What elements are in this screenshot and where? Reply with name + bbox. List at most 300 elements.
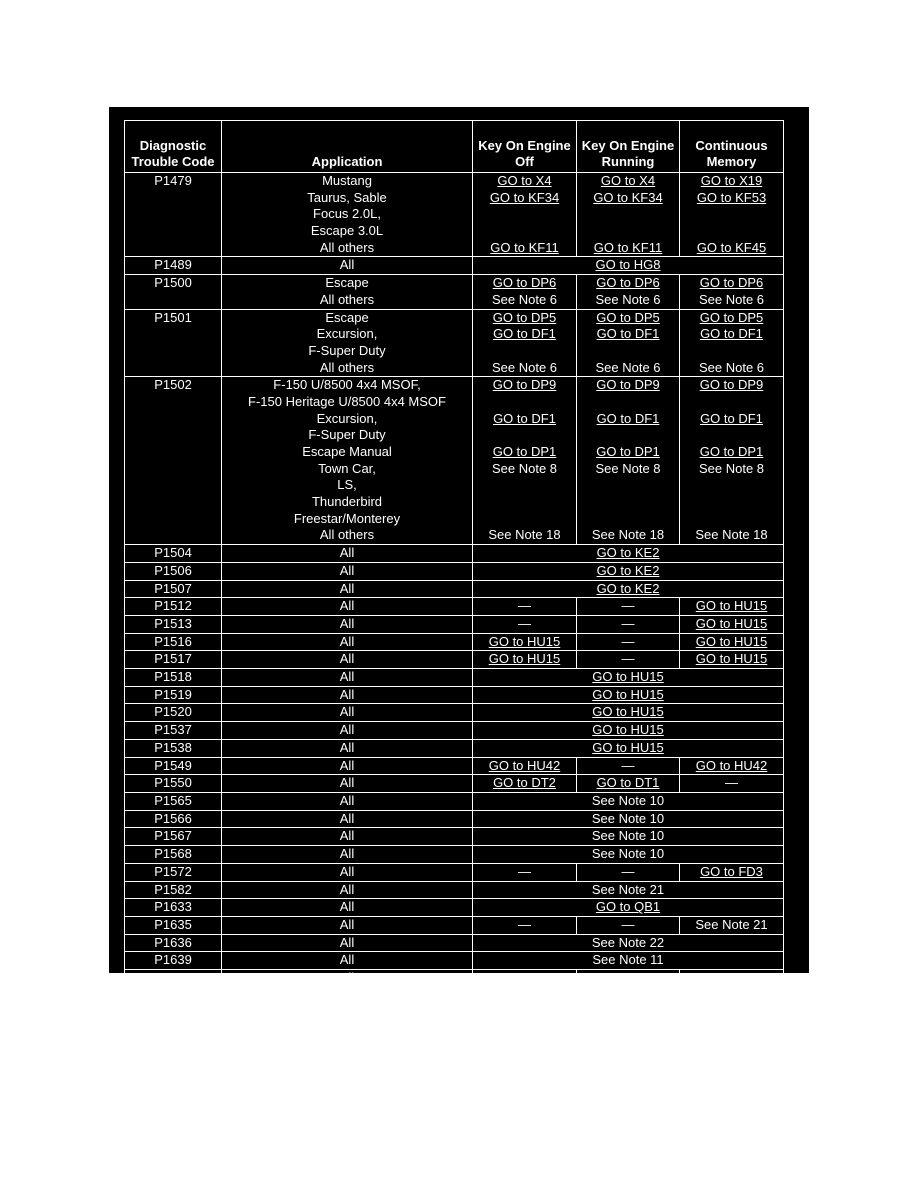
trouble-code-cell: P1639: [125, 952, 222, 970]
all-modes-cell: [473, 952, 784, 970]
procedure-link[interactable]: GO to HU15: [695, 615, 768, 631]
cell-text: —: [621, 970, 635, 986]
trouble-code-cell: P1582: [125, 881, 222, 899]
trouble-code-cell: P1538: [125, 739, 222, 757]
cell-text: F-Super Duty: [308, 342, 386, 358]
application-cell: [222, 686, 473, 704]
key-on-engine-running-cell: [577, 275, 680, 309]
cell-text: All: [339, 970, 355, 986]
all-modes-cell: [473, 686, 784, 704]
application-cell: [222, 739, 473, 757]
trouble-code-cell: P1633: [125, 899, 222, 917]
cell-text: [579, 477, 677, 494]
trouble-code-cell: P1513: [125, 615, 222, 633]
application-cell: [222, 704, 473, 722]
dtc-table-panel: [109, 107, 809, 986]
key-on-engine-off-cell: [473, 598, 577, 616]
cell-text: All: [339, 899, 355, 915]
key-on-engine-off-cell: [473, 275, 577, 309]
table-row: [125, 309, 784, 377]
procedure-link[interactable]: GO to X4: [600, 173, 656, 188]
cell-text: [579, 206, 677, 223]
trouble-code-cell: P1517: [125, 651, 222, 669]
cell-text: [475, 494, 574, 511]
table-row: [125, 615, 784, 633]
cell-text: —: [518, 863, 531, 879]
cell-text: See Note 10: [591, 828, 665, 844]
cell-text: All: [339, 916, 355, 932]
cell-text: All: [339, 580, 355, 596]
cell-text: Escape 3.0L: [310, 223, 384, 239]
all-modes-cell: [473, 899, 784, 917]
application-cell: [222, 722, 473, 740]
all-modes-cell: [473, 828, 784, 846]
table-row: [125, 275, 784, 309]
procedure-link[interactable]: GO to DP1: [596, 444, 660, 460]
header-continuous-memory: Continuous Memory: [680, 121, 784, 173]
procedure-link[interactable]: GO to QB1: [595, 899, 661, 915]
application-cell: [222, 934, 473, 952]
procedure-link[interactable]: GO to X4: [497, 173, 552, 188]
dtc-table-body: [125, 173, 784, 988]
cell-text: [682, 223, 781, 240]
application-cell: [222, 828, 473, 846]
cell-text: —: [518, 598, 531, 614]
all-modes-cell: [473, 669, 784, 687]
cell-text: All: [339, 598, 355, 614]
cell-text: See Note 18: [695, 527, 768, 543]
procedure-link[interactable]: GO to DF1: [596, 410, 660, 426]
cell-text: [682, 494, 781, 511]
procedure-link[interactable]: GO to KF11: [593, 239, 663, 255]
procedure-link[interactable]: GO to DP9: [596, 377, 660, 393]
cell-text: See Note 6: [595, 291, 661, 307]
cell-text: All: [339, 257, 355, 273]
cell-text: Excursion,: [316, 410, 378, 426]
cell-text: —: [518, 916, 531, 932]
application-cell: [222, 257, 473, 275]
cell-text: See Note 21: [695, 916, 768, 932]
cell-text: All: [339, 881, 355, 897]
cell-text: F-150 Heritage U/8500 4x4 MSOF: [248, 393, 446, 409]
cell-text: See Note 6: [595, 359, 661, 375]
procedure-link[interactable]: GO to DP6: [492, 275, 557, 291]
cell-text: [682, 477, 781, 494]
continuous-memory-cell: [680, 863, 784, 881]
application-cell: [222, 173, 473, 257]
table-row: [125, 899, 784, 917]
cell-text: [579, 511, 677, 528]
table-row: [125, 739, 784, 757]
cell-text: All others: [319, 291, 375, 307]
procedure-link[interactable]: GO to KE2: [596, 580, 660, 596]
trouble-code-cell: P1506: [125, 562, 222, 580]
cell-text: All: [339, 651, 355, 667]
continuous-memory-cell: [680, 173, 784, 257]
continuous-memory-cell: [680, 598, 784, 616]
continuous-memory-cell: [680, 275, 784, 309]
table-row: [125, 704, 784, 722]
header-diagnostic-trouble-code: Diagnostic Trouble Code: [125, 121, 222, 173]
cell-text: [475, 343, 574, 360]
procedure-link[interactable]: GO to DP1: [492, 444, 557, 460]
procedure-link[interactable]: GO to DP9: [492, 377, 557, 393]
cell-text: See Note 6: [491, 359, 558, 375]
cell-text: See Note 10: [591, 810, 665, 826]
cell-text: All: [339, 934, 355, 950]
cell-text: LS,: [337, 477, 357, 493]
table-row: [125, 257, 784, 275]
procedure-link[interactable]: GO to KF53: [696, 189, 767, 205]
table-row: [125, 562, 784, 580]
cell-text: All: [339, 739, 355, 755]
continuous-memory-cell: [680, 916, 784, 934]
cell-text: See Note 10: [591, 792, 665, 808]
key-on-engine-running-cell: [577, 863, 680, 881]
cell-text: —: [518, 970, 531, 986]
procedure-link[interactable]: GO to HU15: [592, 722, 664, 738]
continuous-memory-cell: [680, 377, 784, 545]
application-cell: [222, 970, 473, 988]
trouble-code-cell: P1567: [125, 828, 222, 846]
procedure-link[interactable]: GO to DF1: [700, 326, 763, 342]
continuous-memory-cell: [680, 775, 784, 793]
cell-text: [579, 427, 677, 444]
cell-text: Taurus, Sable: [307, 189, 387, 205]
procedure-link[interactable]: GO to HU42: [488, 757, 561, 773]
procedure-link[interactable]: GO to HU15: [592, 704, 664, 720]
cell-text: [682, 427, 781, 444]
procedure-link[interactable]: GO to KE2: [596, 545, 660, 561]
cell-text: Escape Manual: [302, 444, 392, 460]
trouble-code-cell: P1516: [125, 633, 222, 651]
trouble-code-cell: P1519: [125, 686, 222, 704]
key-on-engine-off-cell: [473, 615, 577, 633]
all-modes-cell: [473, 934, 784, 952]
table-row: [125, 757, 784, 775]
all-modes-cell: [473, 881, 784, 899]
application-cell: [222, 562, 473, 580]
procedure-link[interactable]: GO to DP9: [699, 377, 764, 393]
continuous-memory-cell: [680, 651, 784, 669]
application-cell: [222, 899, 473, 917]
procedure-link[interactable]: GO to KF45: [696, 239, 767, 255]
key-on-engine-off-cell: [473, 651, 577, 669]
cell-text: [475, 427, 574, 444]
application-cell: [222, 598, 473, 616]
cell-text: Focus 2.0L,: [313, 206, 381, 222]
procedure-link[interactable]: GO to HU15: [592, 686, 664, 702]
application-cell: [222, 633, 473, 651]
key-on-engine-running-cell: [577, 615, 680, 633]
cell-text: All: [339, 615, 355, 631]
procedure-link[interactable]: GO to DP6: [596, 275, 660, 291]
cell-text: [579, 223, 677, 240]
cell-text: [475, 223, 574, 240]
all-modes-cell: [473, 792, 784, 810]
cell-text: Excursion,: [316, 326, 378, 342]
application-cell: [222, 651, 473, 669]
application-cell: [222, 275, 473, 309]
cell-text: See Note 18: [591, 527, 665, 543]
application-cell: [222, 309, 473, 377]
trouble-code-cell: P1550: [125, 775, 222, 793]
application-cell: [222, 775, 473, 793]
continuous-memory-cell: [680, 633, 784, 651]
procedure-link[interactable]: GO to DT2: [493, 775, 556, 791]
application-cell: [222, 916, 473, 934]
application-cell: [222, 669, 473, 687]
cell-text: —: [621, 615, 635, 631]
cell-text: All: [339, 686, 355, 702]
cell-text: See Note 11: [592, 952, 664, 968]
application-cell: [222, 757, 473, 775]
cell-text: All: [339, 545, 355, 561]
cell-text: All: [339, 828, 355, 844]
cell-text: [682, 511, 781, 528]
application-cell: [222, 615, 473, 633]
cell-text: [475, 511, 574, 528]
cell-text: All others: [319, 359, 375, 375]
cell-text: F-150 U/8500 4x4 MSOF,: [273, 377, 421, 393]
cell-text: All: [339, 846, 355, 862]
procedure-link[interactable]: GO to DT1: [596, 775, 660, 791]
table-row: [125, 828, 784, 846]
procedure-link[interactable]: GO to KF34: [593, 189, 663, 205]
cell-text: All: [339, 792, 355, 808]
table-row: [125, 952, 784, 970]
procedure-link[interactable]: GO to X19: [700, 173, 763, 188]
trouble-code-cell: P1479: [125, 173, 222, 257]
procedure-link[interactable]: GO to HU42: [695, 757, 768, 773]
procedure-link[interactable]: GO to HU15: [592, 739, 664, 755]
key-on-engine-off-cell: [473, 916, 577, 934]
table-row: [125, 633, 784, 651]
cell-text: See Note 10: [591, 846, 665, 862]
cell-text: Freestar/Monterey: [293, 510, 401, 526]
trouble-code-cell: P1565: [125, 792, 222, 810]
procedure-link[interactable]: GO to DF1: [493, 326, 556, 342]
table-row: [125, 686, 784, 704]
all-modes-cell: [473, 562, 784, 580]
procedure-link[interactable]: GO to KE2: [596, 562, 660, 578]
table-row: [125, 934, 784, 952]
cell-text: See Note 18: [488, 527, 561, 543]
cell-text: All others: [319, 239, 375, 255]
cell-text: —: [621, 863, 635, 879]
cell-text: —: [621, 633, 635, 649]
trouble-code-cell: P1502: [125, 377, 222, 545]
cell-text: Town Car,: [318, 460, 376, 476]
cell-text: All: [339, 704, 355, 720]
continuous-memory-cell: [680, 309, 784, 377]
procedure-link[interactable]: GO to FD3: [700, 863, 763, 879]
cell-text: [682, 394, 781, 411]
application-cell: [222, 952, 473, 970]
all-modes-cell: [473, 545, 784, 563]
all-modes-cell: [473, 580, 784, 598]
all-modes-cell: [473, 704, 784, 722]
procedure-link[interactable]: GO to DF1: [700, 410, 763, 426]
table-row: [125, 775, 784, 793]
procedure-link[interactable]: GO to DP5: [596, 309, 660, 325]
continuous-memory-cell: [680, 757, 784, 775]
cell-text: Thunderbird: [311, 494, 383, 510]
cell-text: All: [339, 669, 355, 685]
procedure-link[interactable]: GO to HU15: [488, 651, 561, 667]
key-on-engine-off-cell: [473, 775, 577, 793]
trouble-code-cell: P1640: [125, 970, 222, 988]
header-key-on-engine-off: Key On Engine Off: [473, 121, 577, 173]
key-on-engine-running-cell: [577, 377, 680, 545]
key-on-engine-off-cell: [473, 173, 577, 257]
key-on-engine-off-cell: [473, 633, 577, 651]
cell-text: See Note 22: [591, 934, 665, 950]
cell-text: —: [621, 598, 635, 614]
table-row: [125, 598, 784, 616]
all-modes-cell: [473, 722, 784, 740]
cell-text: All: [339, 775, 355, 791]
cell-text: [579, 494, 677, 511]
table-row: [125, 173, 784, 257]
procedure-link[interactable]: GO to KF11: [490, 239, 559, 255]
cell-text: [579, 343, 677, 360]
procedure-link[interactable]: GO to HU15: [695, 651, 768, 667]
table-row: [125, 580, 784, 598]
application-cell: [222, 846, 473, 864]
key-on-engine-running-cell: [577, 757, 680, 775]
cell-text: Mustang: [322, 173, 372, 188]
table-row: [125, 792, 784, 810]
trouble-code-cell: P1501: [125, 309, 222, 377]
procedure-link[interactable]: GO to DP6: [699, 275, 764, 291]
procedure-link[interactable]: GO to DP5: [699, 309, 764, 325]
procedure-link[interactable]: GO to HG8: [595, 257, 661, 273]
cell-text: All: [339, 722, 355, 738]
procedure-link[interactable]: GO to HU15: [695, 598, 768, 614]
trouble-code-cell: P1500: [125, 275, 222, 309]
cell-text: See Note 8: [595, 460, 661, 476]
table-row: [125, 970, 784, 988]
table-row: [125, 863, 784, 881]
header-key-on-engine-running: Key On Engine Running: [577, 121, 680, 173]
key-on-engine-running-cell: [577, 916, 680, 934]
trouble-code-cell: P1507: [125, 580, 222, 598]
key-on-engine-off-cell: [473, 970, 577, 988]
trouble-code-cell: P1549: [125, 757, 222, 775]
cell-text: [475, 394, 574, 411]
key-on-engine-off-cell: [473, 309, 577, 377]
cell-text: See Note 8: [491, 460, 558, 476]
cell-text: —: [518, 615, 531, 631]
continuous-memory-cell: [680, 615, 784, 633]
table-row: [125, 810, 784, 828]
cell-text: [682, 206, 781, 223]
cell-text: All: [339, 863, 355, 879]
key-on-engine-running-cell: [577, 633, 680, 651]
trouble-code-cell: P1635: [125, 916, 222, 934]
procedure-link[interactable]: GO to HU15: [695, 633, 768, 649]
continuous-memory-cell: [680, 970, 784, 988]
cell-text: [682, 343, 781, 360]
key-on-engine-running-cell: [577, 173, 680, 257]
cell-text: All: [339, 810, 355, 826]
cell-text: All: [339, 757, 355, 773]
application-cell: [222, 545, 473, 563]
application-cell: [222, 377, 473, 545]
header-application: Application: [222, 121, 473, 173]
application-cell: [222, 580, 473, 598]
trouble-code-cell: P1537: [125, 722, 222, 740]
procedure-link[interactable]: GO to DP1: [699, 444, 764, 460]
cell-text: —: [621, 651, 635, 667]
cell-text: All: [339, 633, 355, 649]
application-cell: [222, 881, 473, 899]
cell-text: See Note 6: [491, 291, 558, 307]
dtc-table: [124, 120, 784, 988]
cell-text: —: [725, 775, 738, 791]
procedure-link[interactable]: GO to DP5: [492, 309, 557, 325]
trouble-code-cell: P1512: [125, 598, 222, 616]
key-on-engine-running-cell: [577, 309, 680, 377]
table-row: [125, 722, 784, 740]
all-modes-cell: [473, 257, 784, 275]
trouble-code-cell: P1489: [125, 257, 222, 275]
key-on-engine-off-cell: [473, 863, 577, 881]
cell-text: —: [621, 916, 635, 932]
table-row: [125, 916, 784, 934]
cell-text: Escape: [325, 275, 369, 291]
all-modes-cell: [473, 739, 784, 757]
key-on-engine-off-cell: [473, 377, 577, 545]
key-on-engine-running-cell: [577, 598, 680, 616]
cell-text: See Note 23: [695, 970, 768, 986]
application-cell: [222, 863, 473, 881]
procedure-link[interactable]: GO to HU15: [488, 633, 561, 649]
procedure-link[interactable]: GO to DF1: [493, 410, 556, 426]
application-cell: [222, 810, 473, 828]
trouble-code-cell: P1518: [125, 669, 222, 687]
all-modes-cell: [473, 810, 784, 828]
cell-text: See Note 8: [698, 460, 765, 476]
cell-text: [475, 206, 574, 223]
trouble-code-cell: P1504: [125, 545, 222, 563]
cell-text: See Note 6: [698, 291, 765, 307]
application-cell: [222, 792, 473, 810]
trouble-code-cell: P1636: [125, 934, 222, 952]
cell-text: All: [339, 952, 355, 968]
cell-text: F-Super Duty: [308, 427, 386, 443]
all-modes-cell: [473, 846, 784, 864]
cell-text: [475, 477, 574, 494]
table-row: [125, 377, 784, 545]
trouble-code-cell: P1566: [125, 810, 222, 828]
key-on-engine-running-cell: [577, 651, 680, 669]
key-on-engine-off-cell: [473, 757, 577, 775]
cell-text: See Note 6: [698, 359, 765, 375]
table-row: [125, 669, 784, 687]
procedure-link[interactable]: GO to KF34: [489, 189, 560, 205]
trouble-code-cell: P1572: [125, 863, 222, 881]
trouble-code-cell: P1520: [125, 704, 222, 722]
cell-text: See Note 21: [591, 881, 665, 897]
cell-text: All: [339, 562, 355, 578]
key-on-engine-running-cell: [577, 970, 680, 988]
cell-text: Escape: [325, 309, 369, 325]
procedure-link[interactable]: GO to DF1: [596, 326, 660, 342]
procedure-link[interactable]: GO to HU15: [592, 669, 664, 685]
table-row: [125, 881, 784, 899]
